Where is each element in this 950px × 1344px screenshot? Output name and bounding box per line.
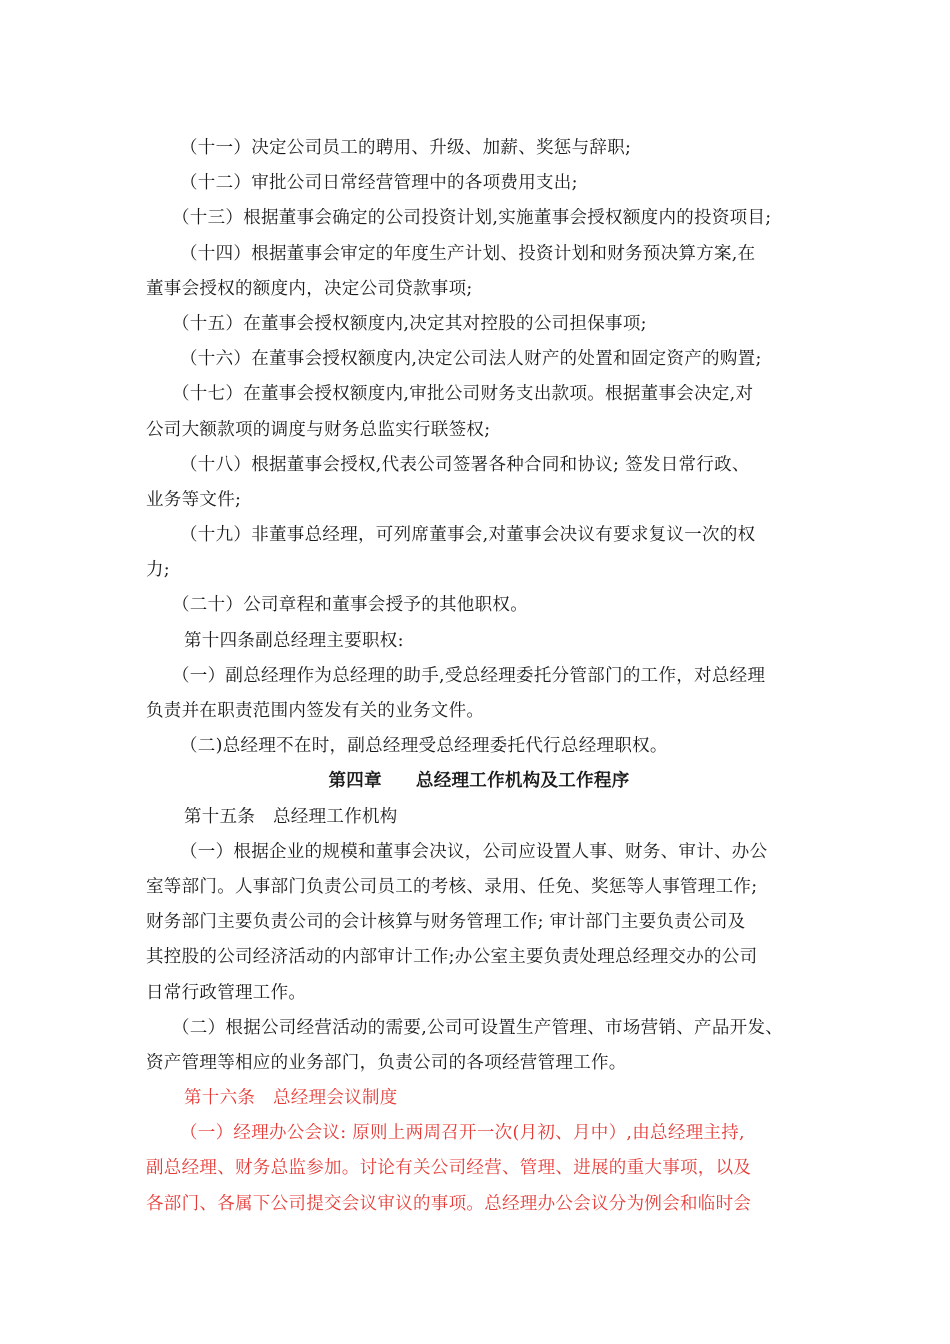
chapter-number: 第四章 — [328, 771, 382, 792]
article-14-title: 第十四条副总经理主要职权: — [184, 630, 404, 651]
clause-20: （二十）公司章程和董事会授予的其他职权。 — [172, 595, 528, 616]
clause-18-line-1: （十八）根据董事会授权,代表公司签署各种合同和协议; 签发日常行政、 — [180, 454, 750, 475]
clause-11: （十一）决定公司员工的聘用、升级、加薪、奖惩与辞职; — [180, 138, 632, 158]
clause-14-line-2: 董事会授权的额度内，决定公司贷款事项; — [146, 278, 473, 299]
article-14-item-1-line-2: 负责并在职责范围内签发有关的业务文件。 — [146, 701, 485, 721]
chapter-title: 总经理工作机构及工作程序 — [415, 771, 630, 792]
chapter-heading — [146, 764, 812, 799]
article-15-item-1-line-5: 日常行政管理工作。 — [146, 982, 307, 1003]
article-14-item-1-line-1: （一）副总经理作为总经理的助手,受总经理委托分管部门的工作，对总经理 — [172, 665, 766, 686]
clause-16: （十六）在董事会授权额度内,决定公司法人财产的处置和固定资产的购置; — [180, 349, 762, 370]
article-15-item-1-line-3: 财务部门主要负责公司的会计核算与财务管理工作; 审计部门主要负责公司及 — [146, 912, 746, 933]
article-16-item-1-line-1: （一）经理办公会议: 原则上两周召开一次(月初、月中）,由总经理主持, — [180, 1123, 745, 1144]
article-16-title: 第十六条 总经理会议制度 — [184, 1088, 398, 1109]
clause-17-line-2: 公司大额款项的调度与财务总监实行联签权; — [146, 419, 491, 440]
clause-15: （十五）在董事会授权额度内,决定其对控股的公司担保事项; — [172, 313, 647, 334]
article-15-title: 第十五条 总经理工作机构 — [184, 806, 398, 827]
clause-13: （十三）根据董事会确定的公司投资计划,实施董事会授权额度内的投资项目; — [172, 208, 772, 229]
article-14-item-2: （二)总经理不在时，副总经理受总经理委托代行总经理职权。 — [180, 736, 668, 757]
clause-19-line-2: 力; — [146, 560, 170, 581]
article-15-item-1-line-1: （一）根据企业的规模和董事会决议，公司应设置人事、财务、审计、办公 — [180, 841, 768, 862]
clause-18-line-2: 业务等文件; — [146, 489, 242, 510]
article-15-item-1-line-2: 室等部门。人事部门负责公司员工的考核、录用、任免、奖惩等人事管理工作; — [146, 876, 758, 897]
article-15-item-2-line-2: 资产管理等相应的业务部门，负责公司的各项经营管理工作。 — [146, 1052, 627, 1073]
article-16-item-1-line-3: 各部门、各属下公司提交会议审议的事项。总经理办公会议分为例会和临时会 — [146, 1193, 752, 1214]
document-body — [146, 131, 812, 1222]
clause-17-line-1: （十七）在董事会授权额度内,审批公司财务支出款项。根据董事会决定,对 — [172, 384, 754, 405]
article-15-item-1-line-4: 其控股的公司经济活动的内部审计工作;办公室主要负责处理总经理交办的公司 — [146, 947, 758, 968]
clause-14-line-1: （十四）根据董事会审定的年度生产计划、投资计划和财务预决算方案,在 — [180, 243, 756, 264]
clause-19-line-1: （十九）非董事总经理，可列席董事会,对董事会决议有要求复议一次的权 — [180, 525, 756, 546]
article-16-item-1-line-2: 副总经理、财务总监参加。讨论有关公司经营、管理、进展的重大事项，以及 — [146, 1158, 752, 1179]
clause-12: （十二）审批公司日常经营管理中的各项费用支出; — [180, 173, 578, 194]
article-15-item-2-line-1: （二）根据公司经营活动的需要,公司可设置生产管理、市场营销、产品开发、 — [172, 1017, 784, 1038]
